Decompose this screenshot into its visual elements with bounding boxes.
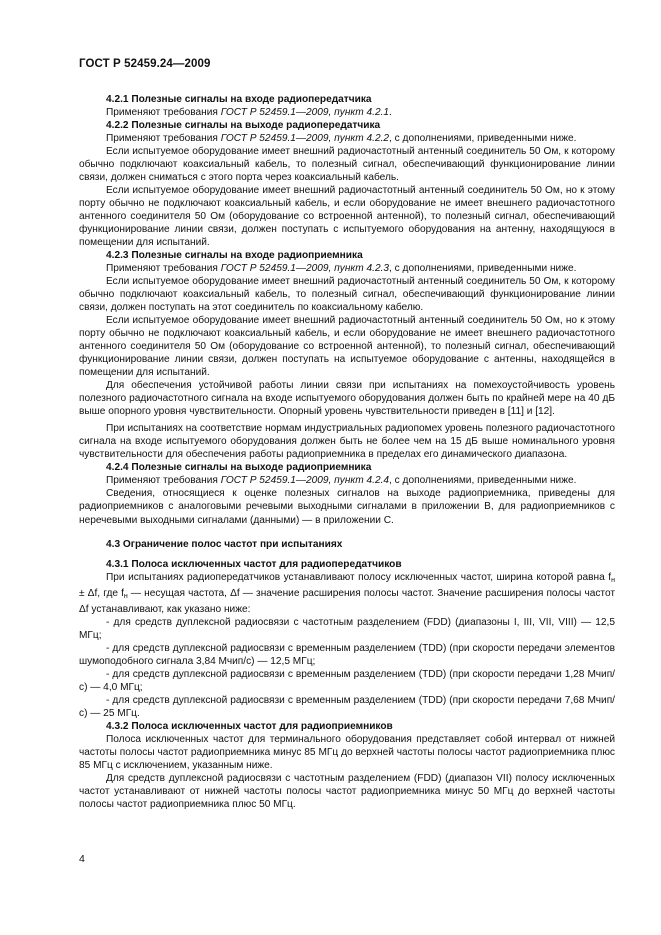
standard-reference: ГОСТ Р 52459.1—2009, пункт 4.2.4: [220, 475, 390, 487]
paragraph-text: Для обеспечения устойчивой работы линии связи при испытаниях на помехоустойчивость уровень полезного радиочастотного сигнала на входе испытуемого оборудования должен быть по крайней мере на 40 дБ выше опорного уровня чувствительности. Опорный уровень чувствительности приведен в [11] и [12].: [79, 380, 615, 418]
subsection-heading: 4.2.3 Полезные сигналы на входе радиоприемника: [106, 250, 363, 262]
paragraph-text: При испытаниях радиопередатчиков устанавливают полосу исключенных частот, ширина которой равна f: [106, 571, 612, 583]
paragraph-text: - для средств дуплексной радиосвязи с частотным разделением (FDD) (диапазоны I, III, VII, VIII) — 12,5 МГц;: [79, 616, 615, 641]
standard-reference: ГОСТ Р 52459.1—2009, пункт 4.2.2: [220, 133, 390, 145]
subsection-heading: 4.2.4 Полезные сигналы на выходе радиоприемника: [106, 462, 372, 474]
paragraph-text: Применяют требования: [106, 475, 221, 487]
subscript: н: [123, 592, 128, 600]
paragraph-text: Применяют требования: [106, 263, 221, 275]
paragraph: [79, 422, 615, 461]
paragraph: [79, 314, 615, 379]
paragraph-text: - для средств дуплексной радиосвязи с временным разделением (TDD) (при скорости передачи элементов шумоподобного сигнала 3,84 Мчип/с) — 12,5 МГц;: [79, 642, 615, 667]
paragraph: [79, 474, 615, 487]
paragraph-text: При испытаниях на соответствие нормам индустриальных радиопомех уровень полезного радиочастотного сигнала на входе испытуемого оборудования должен быть не более чем на 15 дБ выше номинального уровня чувствительности для обеспечения работы радиоприемника в пределах его динамического диапазона.: [79, 423, 615, 461]
paragraph: [79, 184, 615, 249]
paragraph: [79, 132, 615, 145]
paragraph: [79, 642, 615, 668]
paragraph-text: - для средств дуплексной радиосвязи с временным разделением (TDD) (при скорости передачи 7,68 Мчип/с) — 25 МГц.: [79, 694, 615, 719]
spacer: [79, 551, 615, 558]
paragraph: [79, 379, 615, 418]
paragraph-text: Применяют требования: [106, 133, 221, 145]
paragraph: [79, 487, 615, 526]
subsection-heading: 4.2.1 Полезные сигналы на входе радиопередатчика: [106, 94, 372, 105]
paragraph-text: Полоса исключенных частот для терминального оборудования представляет собой интервал от нижней частоты полосы частот радиоприемника минус 85 МГц до верхней частоты полосы частот радиоприемника плюс 85 МГц с исключением, указанным ниже.: [79, 733, 615, 771]
standard-reference: ГОСТ Р 52459.1—2009, пункт 4.2.3: [220, 263, 390, 275]
paragraph: [79, 733, 615, 772]
paragraph-text: ± Δf, где f: [79, 587, 124, 599]
paragraph-text: Если испытуемое оборудование имеет внешний радиочастотный антенный соединитель 50 Ом, к которому обычно подключают коаксиальный кабель, то полезный сигнал, обеспечивающий функционирование линии связи, должен сниматься с этого порта через коаксиальный кабель.: [79, 146, 615, 184]
paragraph-text: Если испытуемое оборудование имеет внешний радиочастотный антенный соединитель 50 Ом, но к этому порту обычно не подключают коаксиальный кабель, и если оборудование не имеет внешнего радиочастотного антенного соединителя 50 Ом (оборудование со встроенной антенной), то полезный сигнал, обеспечивающий функционирование линии связи, должен поступать с испытуемого оборудования на антенну, находящуюся в помещении для испытаний.: [79, 185, 615, 249]
paragraph-text: Применяют требования: [106, 107, 221, 119]
paragraph: [79, 571, 615, 616]
paragraph: [79, 106, 615, 119]
section-heading: 4.3 Ограничение полос частот при испытаниях: [106, 538, 343, 550]
paragraph-text: - для средств дуплексной радиосвязи с временным разделением (TDD) (при скорости передачи 1,28 Мчип/с) — 4,0 МГц;: [79, 668, 615, 693]
paragraph: [79, 275, 615, 314]
paragraph: [79, 262, 615, 275]
subsection-heading: 4.3.2 Полоса исключенных частот для радиоприемников: [106, 720, 393, 732]
subsection-heading: 4.2.2 Полезные сигналы на выходе радиопередатчика: [106, 120, 381, 132]
paragraph: [79, 694, 615, 720]
subscript: н: [611, 576, 615, 584]
page-number: 4: [79, 853, 85, 865]
paragraph-text: Сведения, относящиеся к оценке полезных сигналов на выходе радиоприемника, приведены для радиоприемников с аналоговыми речевыми выходными сигналами в приложении В, для радиоприемников с неречевыми выходными сигналами (данными) — в приложении С.: [79, 488, 615, 526]
document-body: [79, 93, 615, 811]
standard-reference: ГОСТ Р 52459.1—2009, пункт 4.2.1: [220, 107, 390, 119]
paragraph-text: — несущая частота, Δf — значение расширения полосы частот. Значение расширения полосы частот Δf устанавливают, как указано ниже:: [79, 587, 615, 615]
paragraph: [79, 145, 615, 184]
paragraph: [79, 616, 615, 642]
paragraph: [79, 772, 615, 811]
paragraph-text: Если испытуемое оборудование имеет внешний радиочастотный антенный соединитель 50 Ом, но к этому порту обычно не подключают коаксиальный кабель, и если оборудование не имеет внешнего радиочастотного антенного соединителя 50 Ом (оборудование со встроенной антенной), то полезный сигнал, обеспечивающий функционирование линии связи, должен поступать на испытуемое оборудование с антенны, находящейся в помещении для испытаний.: [79, 315, 615, 379]
paragraph-text: , с дополнениями, приведенными ниже.: [389, 263, 577, 275]
spacer: [79, 527, 615, 538]
document-header: ГОСТ Р 52459.24—2009: [79, 58, 211, 70]
paragraph-text: , с дополнениями, приведенными ниже.: [389, 133, 577, 145]
paragraph-text: Для средств дуплексной радиосвязи с частотным разделением (FDD) (диапазон VII) полосу исключенных частот устанавливают от нижней частоты полосы частот радиоприемника минус 50 МГц до верхней частоты полосы частот радиоприемника плюс 50 МГц.: [79, 772, 615, 810]
paragraph-text: Если испытуемое оборудование имеет внешний радиочастотный антенный соединитель 50 Ом, к которому обычно подключают коаксиальный кабель, то полезный сигнал, обеспечивающий функционирование линии связи, должен поступать на этот соединитель по коаксиальному кабелю.: [79, 276, 615, 314]
paragraph-text: .: [389, 107, 392, 119]
paragraph: [79, 668, 615, 694]
subsection-heading: 4.3.1 Полоса исключенных частот для радиопередатчиков: [106, 558, 402, 570]
paragraph-text: , с дополнениями, приведенными ниже.: [389, 475, 577, 487]
